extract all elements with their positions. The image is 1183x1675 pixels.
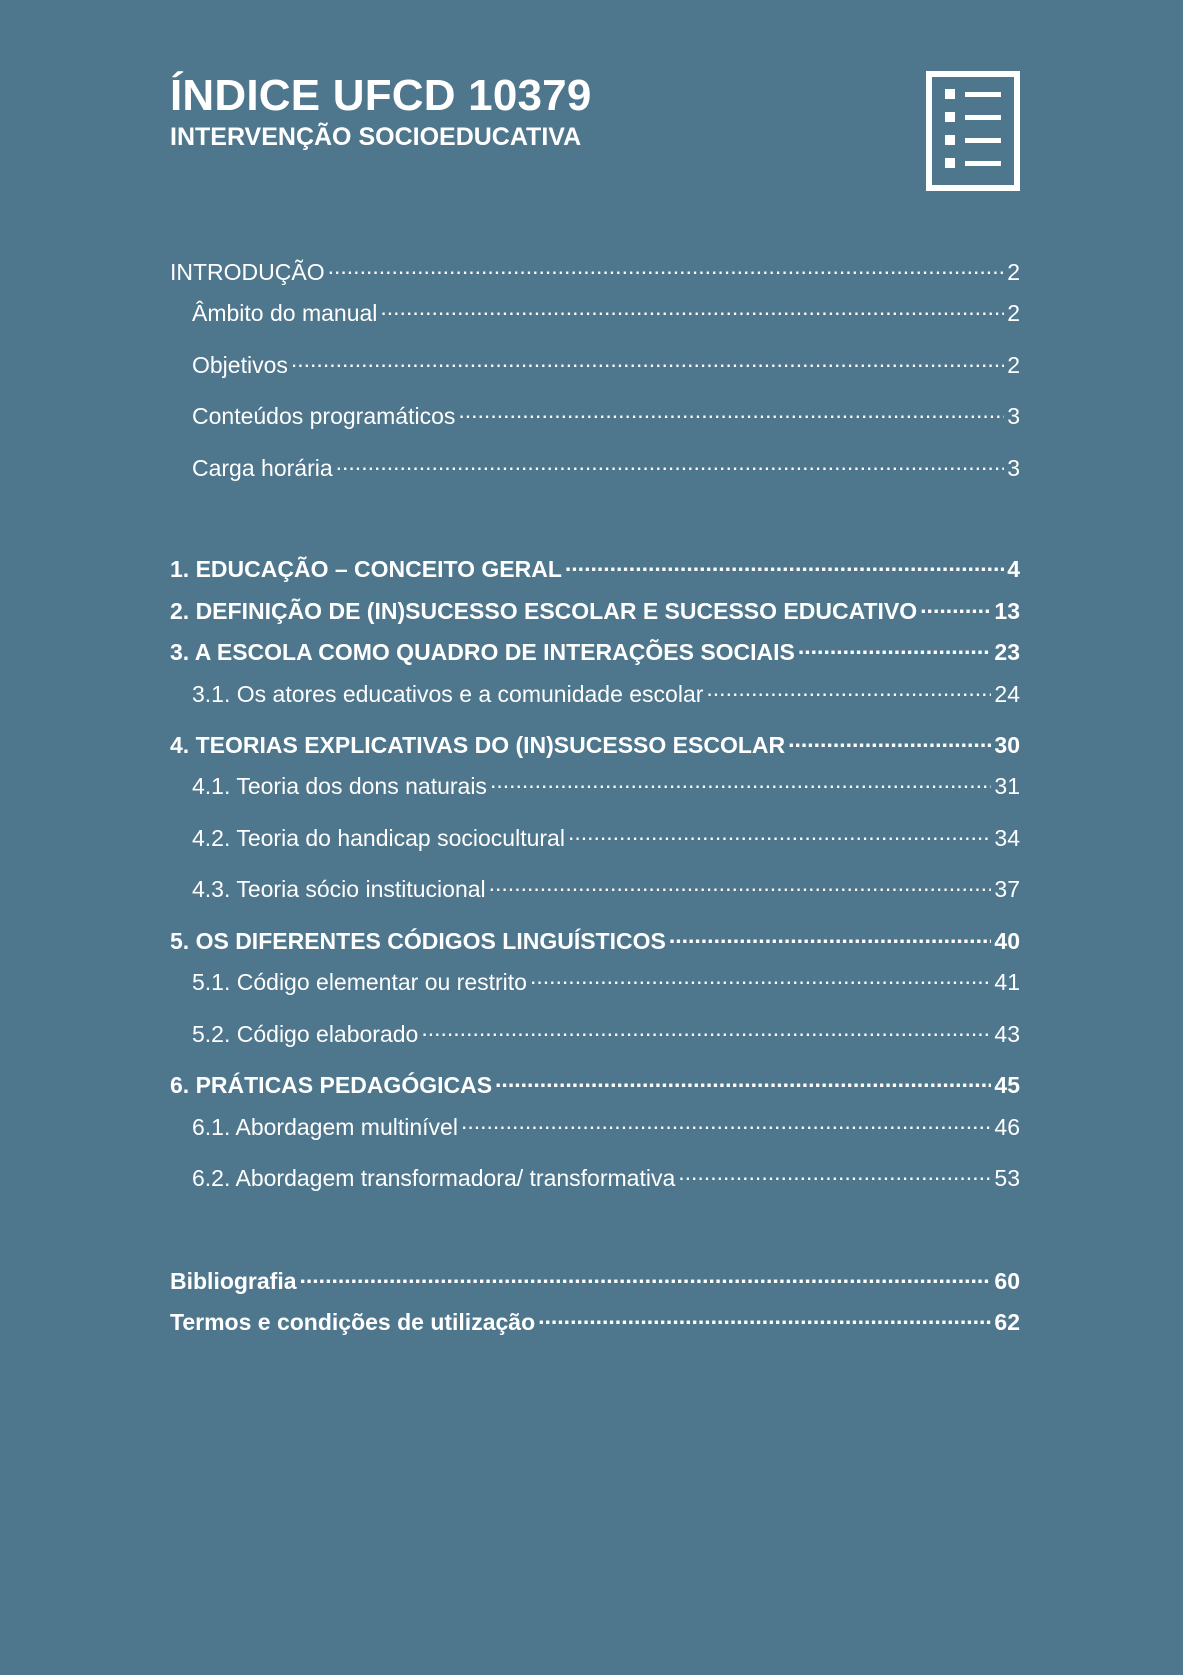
dot-leader	[458, 396, 1004, 424]
dot-leader	[920, 591, 991, 619]
toc-entry-page: 3	[1007, 403, 1020, 429]
toc-entry-objetivos[interactable]	[192, 345, 1020, 379]
toc-entry-section-5-1[interactable]	[192, 962, 1020, 996]
toc-entry-label: 3.1. Os atores educativos e a comunidade escolar	[192, 681, 704, 707]
toc-entry-chapter-1[interactable]	[170, 549, 1020, 583]
toc-entry-section-6-1[interactable]	[192, 1107, 1020, 1141]
toc-entry-page: 41	[994, 969, 1020, 995]
toc-entry-section-6-2[interactable]	[192, 1158, 1020, 1192]
toc-entry-page: 2	[1007, 352, 1020, 378]
toc-entry-label: 3. A ESCOLA COMO QUADRO DE INTERAÇÕES SOCIAIS	[170, 639, 795, 665]
toc-entry-chapter-4[interactable]	[170, 725, 1020, 759]
toc-entry-page: 60	[994, 1268, 1020, 1294]
toc-entry-carga-horaria[interactable]	[192, 448, 1020, 482]
toc-entry-introducao[interactable]	[170, 252, 1020, 286]
toc-entry-chapter-5[interactable]	[170, 921, 1020, 955]
dot-leader	[421, 1014, 991, 1042]
toc-entry-page: 46	[994, 1114, 1020, 1140]
dot-leader	[489, 869, 992, 897]
toc-entry-label: Carga horária	[192, 455, 333, 481]
page-title: ÍNDICE UFCD 10379	[170, 71, 592, 120]
dot-leader	[300, 1261, 992, 1289]
list-icon	[926, 71, 1020, 191]
toc-entry-label: 5.1. Código elementar ou restrito	[192, 969, 527, 995]
toc-entry-label: 4.1. Teoria dos dons naturais	[192, 773, 487, 799]
toc-entry-page: 23	[994, 639, 1020, 665]
toc-entry-page: 30	[994, 732, 1020, 758]
dot-leader	[495, 1065, 991, 1093]
toc-entry-section-5-2[interactable]	[192, 1014, 1020, 1048]
toc-entry-page: 62	[994, 1309, 1020, 1335]
toc-entry-page: 34	[994, 825, 1020, 851]
dot-leader	[530, 962, 991, 990]
dot-leader	[291, 345, 1004, 373]
toc-entry-section-4-1[interactable]	[192, 766, 1020, 800]
toc-entry-section-4-2[interactable]	[192, 818, 1020, 852]
toc-entry-section-3-1[interactable]	[192, 674, 1020, 708]
toc-entry-label: 6.2. Abordagem transformadora/ transformativa	[192, 1165, 676, 1191]
toc-entry-page: 43	[994, 1021, 1020, 1047]
toc-entry-conteudos[interactable]	[192, 396, 1020, 430]
toc-entry-page: 4	[1007, 556, 1020, 582]
dot-leader	[669, 921, 992, 949]
toc-entry-label: Termos e condições de utilização	[170, 1309, 536, 1335]
toc-entry-chapter-3[interactable]	[170, 632, 1020, 666]
toc-entry-page: 2	[1007, 259, 1020, 285]
toc-entry-label: INTRODUÇÃO	[170, 259, 325, 285]
toc-entry-label: 6.1. Abordagem multinível	[192, 1114, 458, 1140]
toc-entry-termos[interactable]	[170, 1302, 1020, 1336]
toc-entry-label: 5. OS DIFERENTES CÓDIGOS LINGUÍSTICOS	[170, 928, 666, 954]
toc-entry-label: Âmbito do manual	[192, 300, 378, 326]
toc-entry-label: Conteúdos programáticos	[192, 403, 456, 429]
toc-entry-label: 1. EDUCAÇÃO – CONCEITO GERAL	[170, 556, 562, 582]
toc-entry-page: 3	[1007, 455, 1020, 481]
toc-entry-page: 13	[994, 598, 1020, 624]
toc-entry-label: 6. PRÁTICAS PEDAGÓGICAS	[170, 1072, 493, 1098]
dot-leader	[568, 818, 991, 846]
toc-entry-bibliografia[interactable]	[170, 1261, 1020, 1295]
toc-entry-label: 5.2. Código elaborado	[192, 1021, 419, 1047]
toc-entry-section-4-3[interactable]	[192, 869, 1020, 903]
toc-entry-label: Bibliografia	[170, 1268, 297, 1294]
dot-leader	[678, 1158, 991, 1186]
dot-leader	[788, 725, 991, 753]
dot-leader	[336, 448, 1005, 476]
toc-entry-label: 4.2. Teoria do handicap sociocultural	[192, 825, 565, 851]
dot-leader	[461, 1107, 991, 1135]
toc-entry-chapter-6[interactable]	[170, 1065, 1020, 1099]
toc-entry-page: 24	[994, 681, 1020, 707]
dot-leader	[538, 1302, 991, 1330]
toc-entry-page: 53	[994, 1165, 1020, 1191]
dot-leader	[798, 632, 992, 660]
dot-leader	[328, 252, 1005, 280]
dot-leader	[490, 766, 991, 794]
toc-entry-page: 31	[994, 773, 1020, 799]
toc-entry-chapter-2[interactable]	[170, 591, 1020, 625]
dot-leader	[706, 674, 991, 702]
toc-entry-page: 37	[994, 876, 1020, 902]
toc-entry-page: 2	[1007, 300, 1020, 326]
dot-leader	[565, 549, 1004, 577]
toc-entry-page: 45	[994, 1072, 1020, 1098]
toc-entry-label: Objetivos	[192, 352, 288, 378]
page-subtitle: INTERVENÇÃO SOCIOEDUCATIVA	[170, 123, 582, 151]
dot-leader	[380, 293, 1004, 321]
toc-entry-label: 2. DEFINIÇÃO DE (IN)SUCESSO ESCOLAR E SUCESSO EDUCATIVO	[170, 598, 918, 624]
toc-entry-page: 40	[994, 928, 1020, 954]
toc-entry-label: 4.3. Teoria sócio institucional	[192, 876, 486, 902]
toc-entry-ambito[interactable]	[192, 293, 1020, 327]
toc-entry-label: 4. TEORIAS EXPLICATIVAS DO (IN)SUCESSO ESCOLAR	[170, 732, 786, 758]
